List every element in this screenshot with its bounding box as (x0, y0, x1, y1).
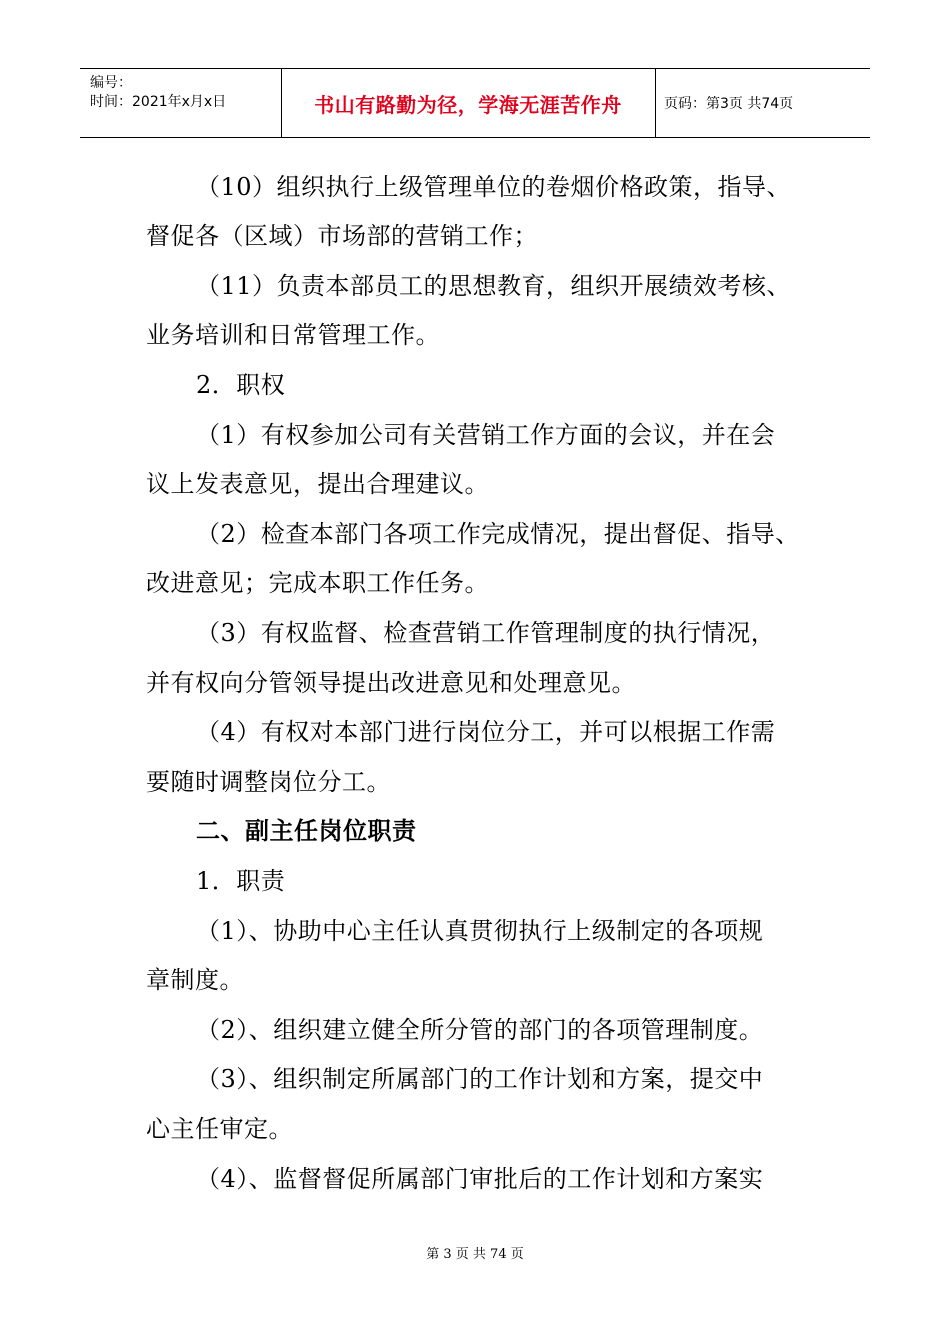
body-paragraph-line: （3）有权监督、检查营销工作管理制度的执行情况， (196, 619, 776, 647)
body-paragraph-line: 要随时调整岗位分工。 (146, 768, 391, 796)
body-paragraph-line: （3）、组织制定所属部门的工作计划和方案，提交中 (196, 1065, 764, 1093)
document-header (80, 68, 870, 138)
body-paragraph-line: 业务培训和日常管理工作。 (146, 321, 440, 349)
section-heading: 二、副主任岗位职责 (196, 817, 417, 845)
body-paragraph-line: （10）组织执行上级管理单位的卷烟价格政策，指导、 (196, 173, 792, 201)
header-motto: 书山有路勤为径，学海无涯苦作舟 (314, 92, 622, 117)
page-footer: 第 3 页 共 74 页 (426, 1247, 524, 1262)
body-paragraph-line: （2）、组织建立健全所分管的部门的各项管理制度。 (196, 1016, 764, 1044)
body-paragraph-line: （4）、监督督促所属部门审批后的工作计划和方案实 (196, 1165, 764, 1193)
header-page-cell (656, 69, 870, 137)
body-paragraph-line: （1）、协助中心主任认真贯彻执行上级制定的各项规 (196, 917, 764, 945)
header-meta-cell (80, 69, 280, 137)
body-paragraph-line: 章制度。 (146, 966, 244, 994)
body-paragraph-line: 议上发表意见，提出合理建议。 (146, 470, 489, 498)
body-paragraph-line: （2）检查本部门各项工作完成情况，提出督促、指导、 (196, 520, 800, 548)
body-paragraph-line: 督促各（区域）市场部的营销工作； (146, 222, 538, 250)
body-paragraph-line: （1）有权参加公司有关营销工作方面的会议，并在会 (196, 421, 776, 449)
section-subheading: 1．职责 (196, 867, 286, 895)
header-motto-cell (282, 69, 654, 137)
document-number-label: 编号： (90, 75, 132, 91)
body-paragraph-line: 心主任审定。 (146, 1115, 293, 1143)
section-subheading: 2．职权 (196, 371, 286, 399)
document-date-label: 时间：2021年x月x日 (90, 94, 227, 110)
body-paragraph-line: 改进意见；完成本职工作任务。 (146, 569, 489, 597)
header-page-info: 页码：第3页 共74页 (664, 96, 794, 112)
body-paragraph-line: 并有权向分管领导提出改进意见和处理意见。 (146, 669, 636, 697)
body-paragraph-line: （4）有权对本部门进行岗位分工，并可以根据工作需 (196, 718, 776, 746)
body-paragraph-line: （11）负责本部员工的思想教育，组织开展绩效考核、 (196, 272, 792, 300)
